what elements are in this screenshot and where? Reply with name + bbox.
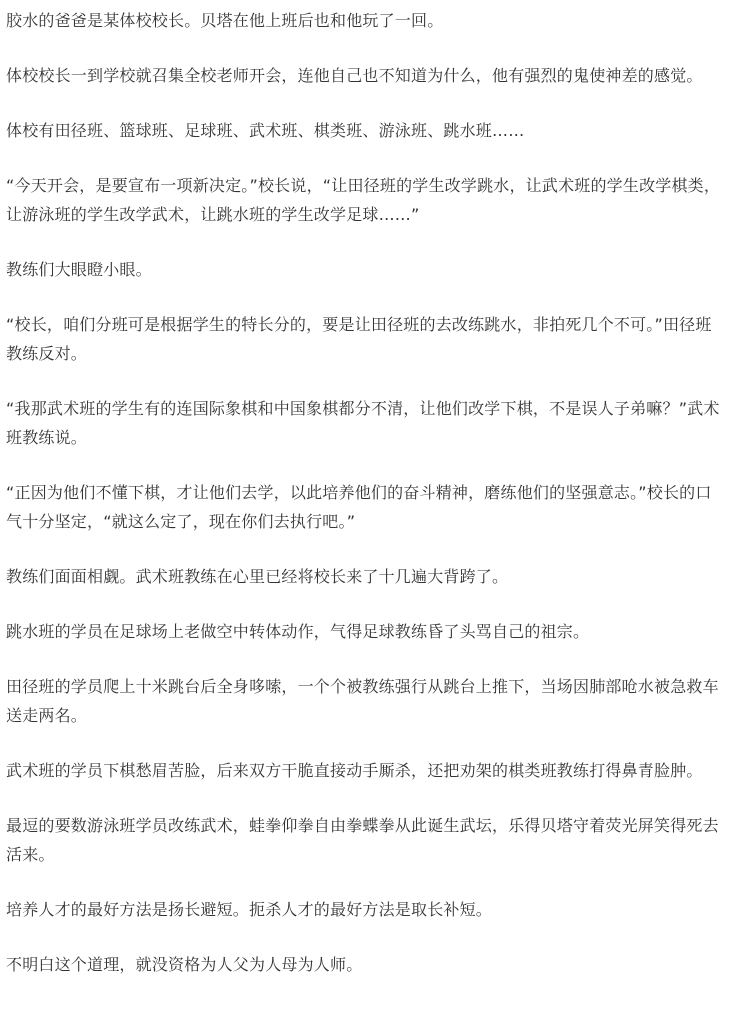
paragraph-6: “校长，咱们分班可是根据学生的特长分的，要是让田径班的去改练跳水，非拍死几个不可。”田径班教练反对。 <box>6 315 712 363</box>
paragraph-9: 教练们面面相觑。武术班教练在心里已经将校长来了十几遍大背跨了。 <box>6 567 509 586</box>
paragraph-13: 最逗的要数游泳班学员改练武术，蛙拳仰拳自由拳蝶拳从此诞生武坛，乐得贝塔守着荧光屏笑得死去活来。 <box>6 816 719 864</box>
paragraph-8: “正因为他们不懂下棋，才让他们去学，以此培养他们的奋斗精神，磨练他们的坚强意志。”校长的口气十分坚定，“就这么定了，现在你们去执行吧。” <box>6 483 712 531</box>
paragraph-7: “我那武术班的学生有的连国际象棋和中国象棋都分不清，让他们改学下棋，不是误人子弟嘛？”武术班教练说。 <box>6 399 720 447</box>
paragraph-4: “今天开会，是要宣布一项新决定。”校长说，“让田径班的学生改学跳水，让武术班的学生改学棋类，让游泳班的学生改学武术，让跳水班的学生改学足球……” <box>6 176 721 224</box>
paragraph-11: 田径班的学员爬上十米跳台后全身哆嗦，一个个被教练强行从跳台上推下，当场因肺部呛水被急救车送走两名。 <box>6 677 719 725</box>
paragraph-14: 培养人才的最好方法是扬长避短。扼杀人才的最好方法是取长补短。 <box>6 900 493 919</box>
paragraph-1: 胶水的爸爸是某体校校长。贝塔在他上班后也和他玩了一回。 <box>6 11 444 30</box>
paragraph-12: 武术班的学员下棋愁眉苦脸，后来双方干脆直接动手厮杀，还把劝架的棋类班教练打得鼻青脸肿。 <box>6 761 703 780</box>
article-body <box>6 6 726 1005</box>
paragraph-5: 教练们大眼瞪小眼。 <box>6 260 152 279</box>
paragraph-15: 不明白这个道理，就没资格为人父为人母为人师。 <box>6 955 363 974</box>
paragraph-3: 体校有田径班、篮球班、足球班、武术班、棋类班、游泳班、跳水班…… <box>6 121 525 140</box>
paragraph-10: 跳水班的学员在足球场上老做空中转体动作，气得足球教练昏了头骂自己的祖宗。 <box>6 622 590 641</box>
paragraph-2: 体校校长一到学校就召集全校老师开会，连他自己也不知道为什么，他有强烈的鬼使神差的感觉。 <box>6 66 703 85</box>
